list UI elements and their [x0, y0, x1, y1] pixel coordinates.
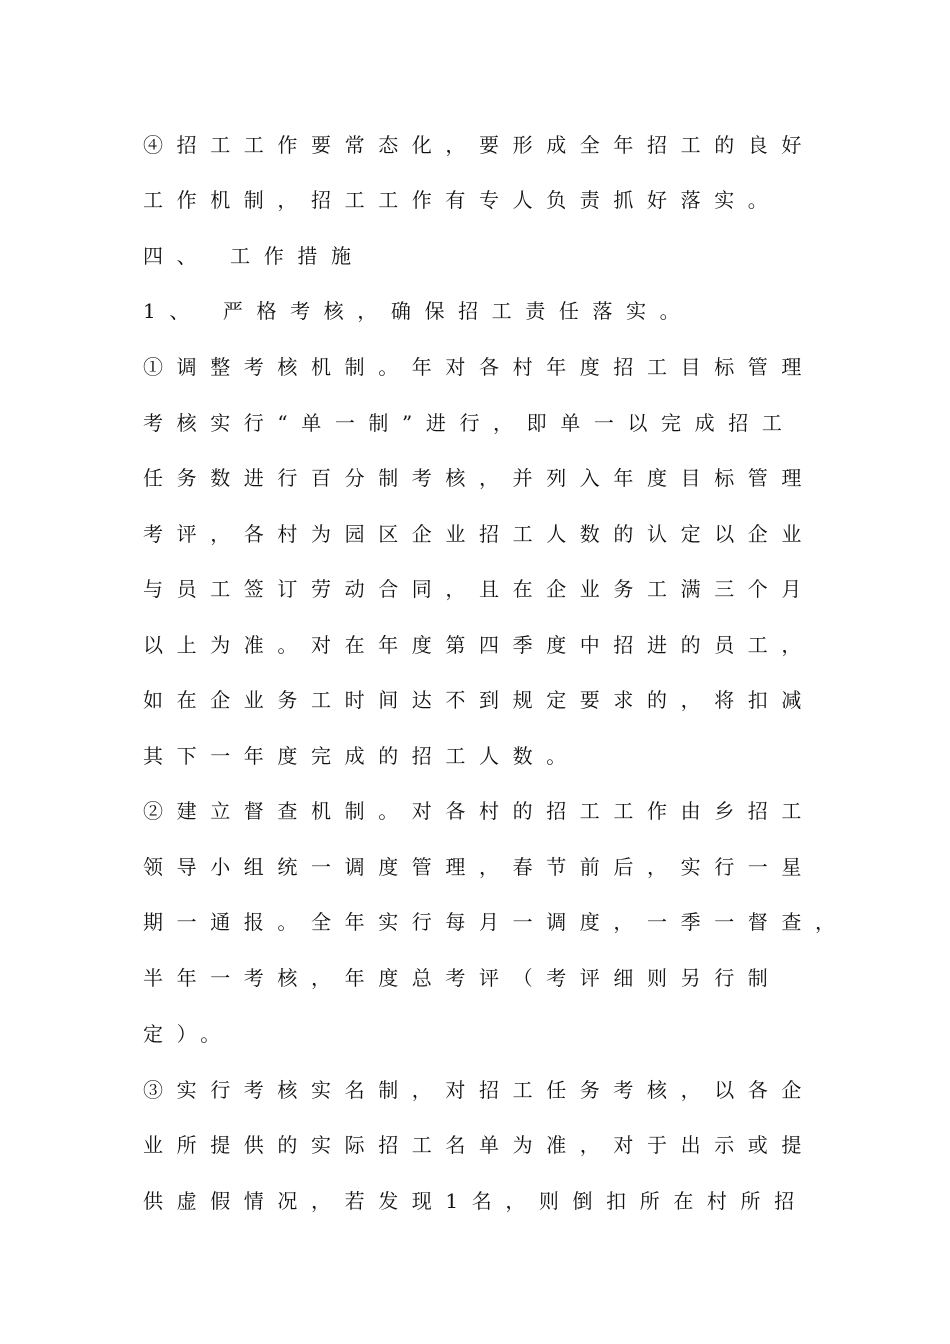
paragraph-line: 如在企业务工时间达不到规定要求的，将扣减	[143, 688, 815, 712]
paragraph-line: 与员工签订劳动合同，且在企业务工满三个月	[143, 577, 815, 601]
paragraph-line: ④招工工作要常态化，要形成全年招工的良好	[143, 133, 815, 157]
paragraph-line: 任务数进行百分制考核，并列入年度目标管理	[143, 466, 815, 490]
paragraph-line: 工作机制，招工工作有专人负责抓好落实。	[143, 188, 782, 212]
paragraph-line: 期一通报。全年实行每月一调度，一季一督查，	[143, 910, 849, 934]
paragraph-line: 以上为准。对在年度第四季度中招进的员工，	[143, 633, 815, 657]
paragraph-line: 半年一考核，年度总考评（考评细则另行制	[143, 966, 782, 990]
paragraph-line: 供虚假情况，若发现1名，则倒扣所在村所招	[143, 1189, 808, 1213]
paragraph-line: ③实行考核实名制，对招工任务考核，以各企	[143, 1078, 815, 1102]
paragraph-line: ②建立督查机制。对各村的招工工作由乡招工	[143, 799, 815, 823]
paragraph-line: 业所提供的实际招工名单为准，对于出示或提	[143, 1133, 815, 1157]
paragraph-line: 定）。	[143, 1022, 234, 1046]
paragraph-line: ①调整考核机制。年对各村年度招工目标管理	[143, 355, 815, 379]
paragraph-line: 考核实行“单一制”进行，即单一以完成招工	[143, 411, 796, 435]
paragraph-line: 领导小组统一调度管理，春节前后，实行一星	[143, 855, 815, 879]
paragraph-line: 考评，各村为园区企业招工人数的认定以企业	[143, 522, 815, 546]
paragraph-line: 其下一年度完成的招工人数。	[143, 744, 580, 768]
section-heading: 四、 工作措施	[143, 244, 365, 268]
subsection-heading: 1、 严格考核，确保招工责任落实。	[143, 299, 694, 323]
